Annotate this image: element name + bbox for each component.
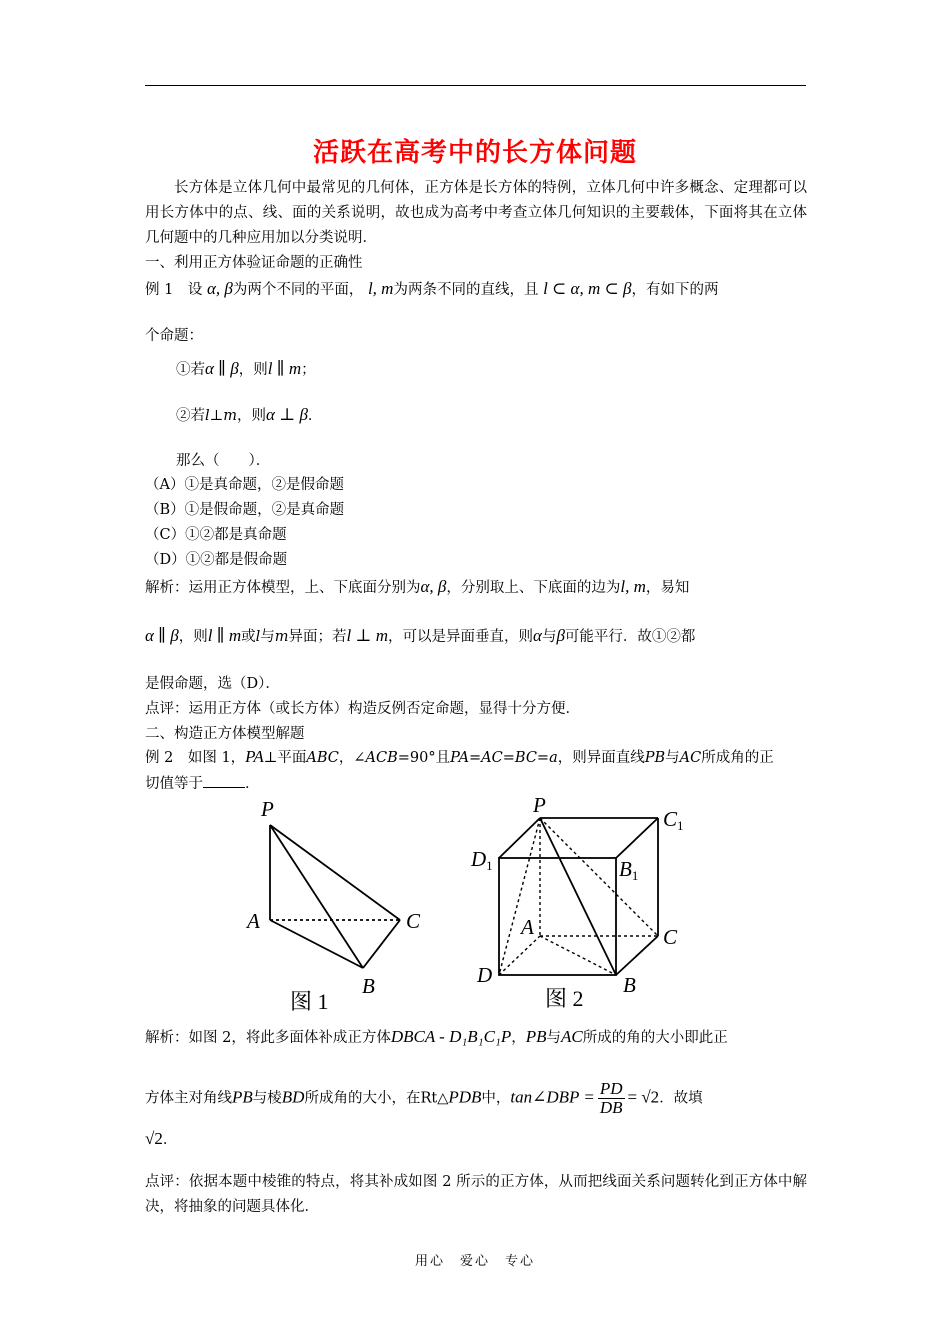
example-2-stem: 例 2 如图 1，PA⊥平面ABC，∠ACB=90°且PA=AC=BC=a，则异面直线PB与AC所成角的正 bbox=[145, 747, 774, 766]
label-B1: B1 bbox=[619, 857, 639, 883]
hidden-P-D bbox=[499, 818, 540, 975]
solution-1-line-3: 是假命题，选（D）． bbox=[145, 676, 280, 692]
solution-2-line-2: 方体主对角线PB与棱BD所成角的大小，在Rt△PDB中，tan∠DBP = $\frac{PD}{DB}$ = √2．故填 bbox=[145, 1079, 703, 1117]
edge-D1-P bbox=[499, 818, 540, 858]
figure-1 bbox=[235, 790, 435, 1020]
solution-2-line-3: √2． bbox=[145, 1129, 178, 1148]
label-P: P bbox=[533, 793, 546, 817]
label-D1: D1 bbox=[471, 847, 493, 873]
figure-2 bbox=[465, 788, 705, 1018]
label-C: C bbox=[663, 925, 678, 949]
intro-paragraph: 长方体是立体几何中最常见的几何体，正方体是长方体的特例，立体几何中许多概念、定理都可以用长方体中的点、线、面的关系说明，故也成为高考中考查立体几何知识的主要载体，下面将其在立体几何题中的几种应用加以分类说明． bbox=[145, 180, 807, 246]
section-heading-1: 一、利用正方体验证命题的正确性 bbox=[145, 255, 363, 271]
hidden-A-B bbox=[540, 936, 616, 975]
edge-P-B bbox=[540, 818, 616, 975]
solution-1-line-1: 解析：运用正方体模型，上、下底面分别为α, β，分别取上、下底面的边为l, m，易知 bbox=[145, 577, 690, 596]
label-B: B bbox=[623, 973, 636, 997]
solution-1-line-2: α ∥ β，则l ∥ m或l与m异面；若l ⊥ m，可以是异面垂直，则α与β可能平行．故①②都 bbox=[145, 626, 696, 645]
label-B: B bbox=[362, 974, 375, 998]
edge-B-C bbox=[616, 936, 658, 975]
comment-2: 点评：依据本题中棱锥的特点，将其补成如图 2 所示的正方体，从而把线面关系问题转化到正方体中解决，将抽象的问题具体化． bbox=[145, 1174, 807, 1215]
label-C: C bbox=[406, 909, 421, 933]
page-title: 活跃在高考中的长方体问题 bbox=[312, 138, 637, 168]
edge-AB bbox=[270, 920, 363, 968]
page-footer: 用心 爱心 专心 bbox=[414, 1254, 535, 1269]
question-prompt: 那么（ ）． bbox=[176, 453, 271, 469]
label-A: A bbox=[247, 909, 260, 933]
proposition-2: ②若l⊥m，则α ⊥ β． bbox=[176, 405, 323, 424]
option-d: （D）①②都是假命题 bbox=[145, 552, 288, 568]
figure-1-caption: 图 1 bbox=[290, 989, 329, 1014]
fraction-PD-DB: $\frac{PD}{DB}$ bbox=[599, 1079, 623, 1117]
hidden-D-A bbox=[499, 936, 540, 975]
label-P: P bbox=[261, 797, 274, 821]
section-heading-2: 二、构造正方体模型解题 bbox=[145, 726, 305, 742]
edge-B1-C1 bbox=[616, 818, 658, 858]
label-D: D bbox=[477, 963, 493, 987]
option-b: （B）①是假命题，②是真命题 bbox=[145, 502, 345, 518]
example-2-stem-cont: 切值等于 ． bbox=[145, 773, 260, 795]
proposition-1: ①若α ∥ β，则l ∥ m； bbox=[176, 359, 316, 378]
option-a: （A）①是真命题，②是假命题 bbox=[145, 477, 344, 493]
example-1-stem: 例 1 设 α, β为两个不同的平面， l, m为两条不同的直线，且 l ⊂ α, m ⊂ β，有如下的两 bbox=[145, 279, 719, 298]
edge-PB bbox=[270, 825, 363, 968]
answer-blank bbox=[203, 773, 245, 788]
example-1-stem-cont: 个命题： bbox=[145, 328, 203, 344]
edge-BC bbox=[363, 920, 400, 968]
header-rule bbox=[145, 85, 806, 86]
comment-1: 点评：运用正方体（或长方体）构造反例否定命题，显得十分方便． bbox=[145, 701, 580, 717]
label-A: A bbox=[521, 915, 534, 939]
label-C1: C1 bbox=[663, 807, 684, 833]
option-c: （C）①②都是真命题 bbox=[145, 527, 287, 543]
solution-2-line-1: 解析：如图 2，将此多面体补成正方体DBCA - D₁B₁C₁P，PB与AC所成的角的大小即此正 bbox=[145, 1027, 728, 1046]
edge-PC bbox=[270, 825, 400, 920]
figure-2-caption: 图 2 bbox=[545, 986, 584, 1011]
